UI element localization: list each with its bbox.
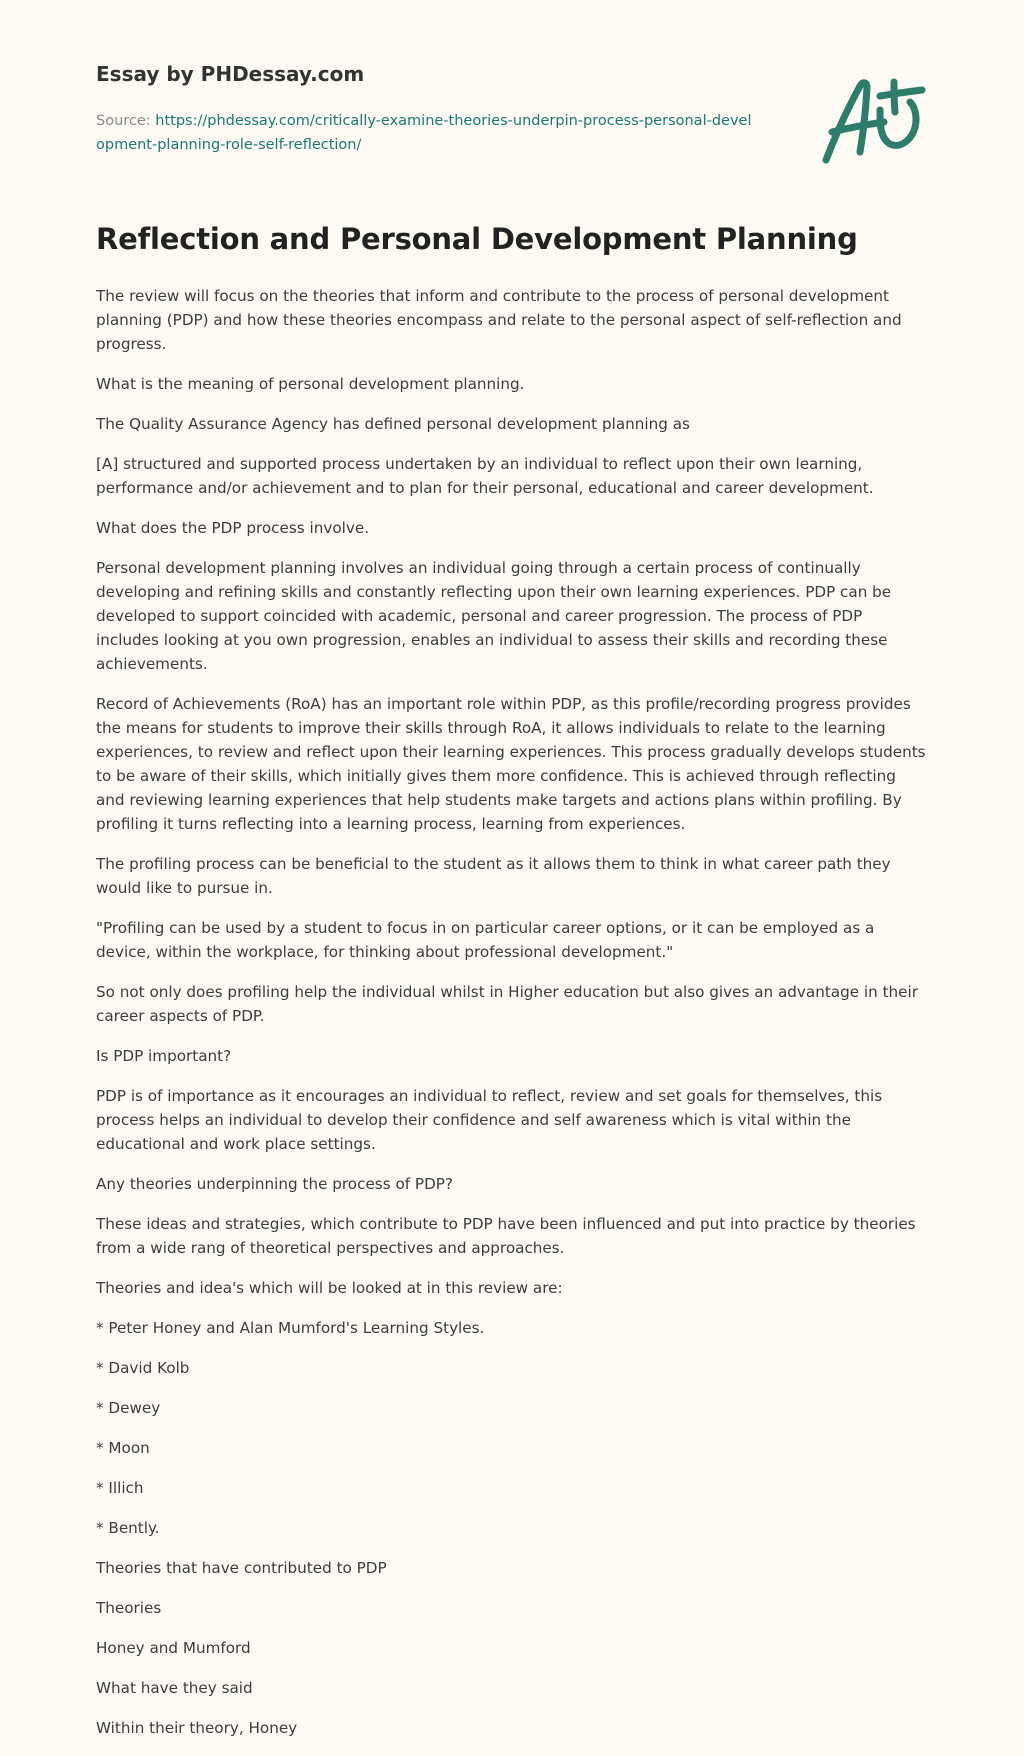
paragraph: Theories and idea's which will be looked at in this review are: bbox=[96, 1279, 563, 1297]
paragraph: What does the PDP process involve. bbox=[96, 519, 370, 537]
paragraph: Honey and Mumford bbox=[96, 1639, 251, 1657]
paragraph: Is PDP important? bbox=[96, 1047, 232, 1065]
paragraph: The profiling process can be beneficial to the student as it allows them to think in what career path they would like to pursue in. bbox=[96, 855, 891, 897]
source-line bbox=[96, 109, 756, 157]
paragraph: [A] structured and supported process undertaken by an individual to reflect upon their own learning, performance and/or achievement and to plan for their personal, educational and career development. bbox=[96, 455, 874, 497]
essay-title: Reflection and Personal Development Planning bbox=[96, 222, 858, 256]
paragraph: "Profiling can be used by a student to focus in on particular career options, or it can be employed as a device, within the workplace, for thinking about professional development." bbox=[96, 919, 875, 961]
essay-body bbox=[96, 284, 928, 1756]
paragraph: Personal development planning involves an individual going through a certain process of continually developing and refining skills and constantly reflecting upon their own learning experiences. PDP can be developed to support coincided with academic, personal and career progression. The process of PDP includes looking at you own progression, enables an individual to assess their skills and recording these achievements. bbox=[96, 559, 892, 673]
paragraph: The Quality Assurance Agency has defined personal development planning as bbox=[96, 415, 690, 433]
paragraph: What is the meaning of personal development planning. bbox=[96, 375, 525, 393]
paragraph: The review will focus on the theories that inform and contribute to the process of personal development planning (PDP) and how these theories encompass and relate to the personal aspect of self-reflection and progress. bbox=[96, 287, 902, 353]
list-item: * Bently. bbox=[96, 1519, 160, 1537]
site-title: Essay by PHDessay.com bbox=[96, 62, 365, 86]
source-link[interactable]: https://phdessay.com/critically-examine-theories-underpin-process-personal-development-planning-role-self-reflection/ bbox=[96, 113, 752, 153]
list-item: * Moon bbox=[96, 1439, 150, 1457]
paragraph: These ideas and strategies, which contribute to PDP have been influenced and put into practice by theories from a wide rang of theoretical perspectives and approaches. bbox=[96, 1215, 916, 1257]
paragraph: So not only does profiling help the individual whilst in Higher education but also gives an advantage in their career aspects of PDP. bbox=[96, 983, 918, 1025]
paragraph: Theories that have contributed to PDP bbox=[96, 1559, 387, 1577]
list-item: * Peter Honey and Alan Mumford's Learning Styles. bbox=[96, 1319, 485, 1337]
list-item: * David Kolb bbox=[96, 1359, 190, 1377]
paragraph: Record of Achievements (RoA) has an important role within PDP, as this profile/recording progress provides the means for students to improve their skills through RoA, it allows individuals to relate to the learning experiences, to review and reflect upon their learning experiences. This process gradually develops students to be aware of their skills, which initially gives them more confidence. This is achieved through reflecting and reviewing learning experiences that help students make targets and actions plans within profiling. By profiling it turns reflecting into a learning process, learning from experiences. bbox=[96, 695, 926, 833]
paragraph: Any theories underpinning the process of PDP? bbox=[96, 1175, 453, 1193]
list-item: * Dewey bbox=[96, 1399, 161, 1417]
paragraph: Theories bbox=[96, 1599, 162, 1617]
list-item: * Illich bbox=[96, 1479, 144, 1497]
a-plus-logo-icon bbox=[818, 72, 928, 168]
paragraph: PDP is of importance as it encourages an individual to reflect, review and set goals for themselves, this process helps an individual to develop their confidence and self awareness which is vital within the educational and work place settings. bbox=[96, 1087, 883, 1153]
paragraph: Within their theory, Honey bbox=[96, 1719, 298, 1737]
paragraph: What have they said bbox=[96, 1679, 253, 1697]
source-label: Source: bbox=[96, 113, 151, 129]
